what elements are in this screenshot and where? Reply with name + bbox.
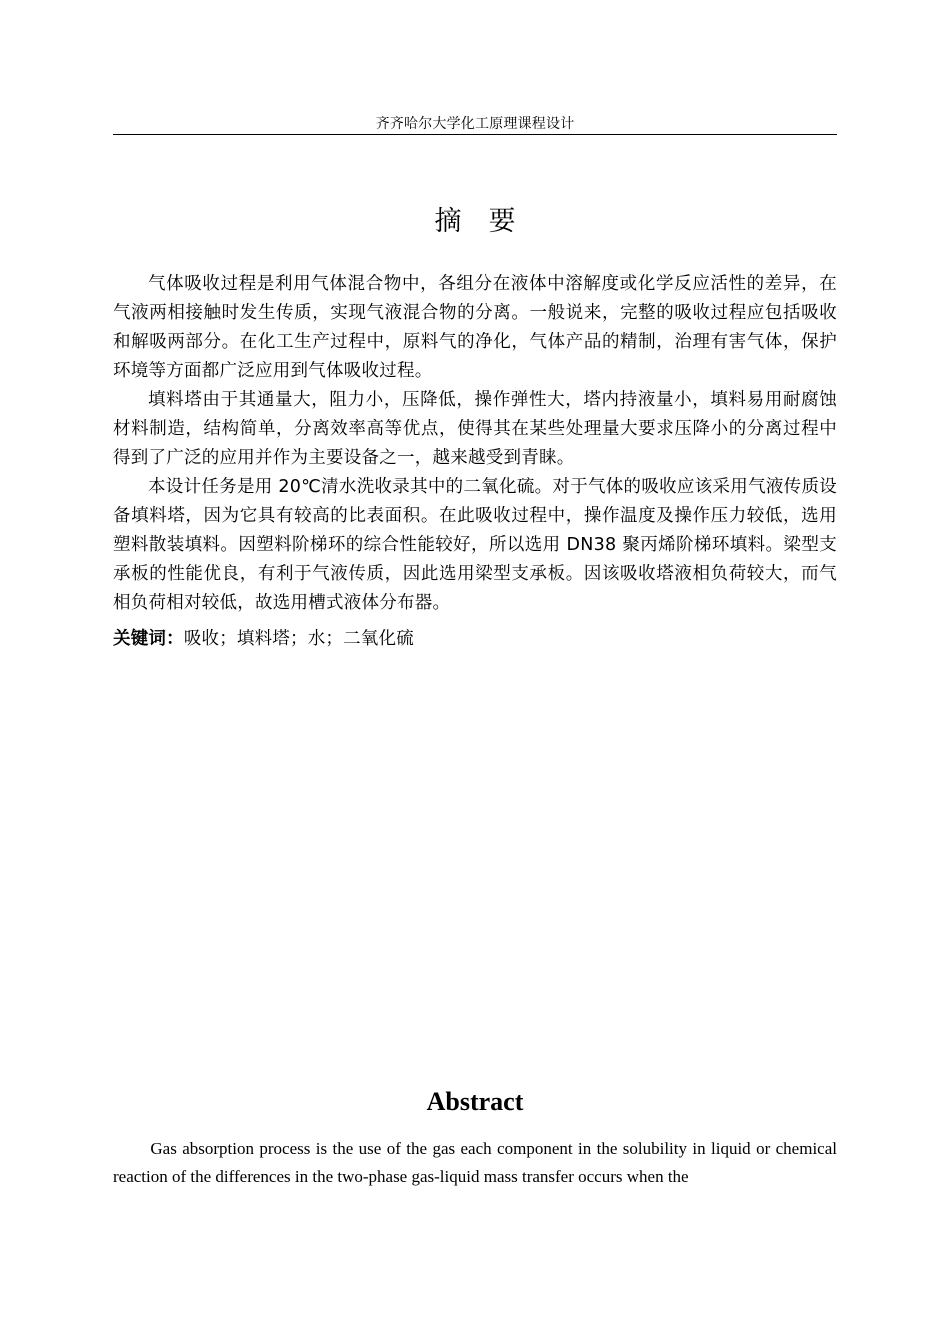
abstract-en-body <box>113 1135 837 1191</box>
abstract-cn-paragraph-1: 气体吸收过程是利用气体混合物中，各组分在液体中溶解度或化学反应活性的差异，在气液两相接触时发生传质，实现气液混合物的分离。一般说来，完整的吸收过程应包括吸收和解吸两部分。在化工生产过程中，原料气的净化，气体产品的精制，治理有害气体，保护环境等方面都广泛应用到气体吸收过程。 <box>113 274 837 381</box>
keywords-line <box>113 625 837 654</box>
page-header-text: 齐齐哈尔大学化工原理课程设计 <box>375 116 575 132</box>
keywords-text: 吸收；填料塔；水；二氧化硫 <box>183 629 414 649</box>
abstract-en-title: Abstract <box>426 1087 524 1116</box>
abstract-cn-body <box>113 270 837 618</box>
keywords-label: 关键词： <box>113 629 184 649</box>
abstract-cn-paragraph-2: 填料塔由于其通量大，阻力小，压降低，操作弹性大，塔内持液量小，填料易用耐腐蚀材料制造，结构简单，分离效率高等优点，使得其在某些处理量大要求压降小的分离过程中得到了广泛的应用并作为主要设备之一，越来越受到青睐。 <box>113 390 837 468</box>
abstract-cn-title: 摘 要 <box>434 206 516 237</box>
abstract-en-paragraph-1: Gas absorption process is the use of the gas each component in the solubility in liquid or chemical reaction of the differences in the two-phase gas-liquid mass transfer occurs when the <box>113 1139 837 1186</box>
abstract-cn-paragraph-3: 本设计任务是用 20℃清水洗收录其中的二氧化硫。对于气体的吸收应该采用气液传质设备填料塔，因为它具有较高的比表面积。在此吸收过程中，操作温度及操作压力较低，选用塑料散装填料。因塑料阶梯环的综合性能较好，所以选用 DN38 聚丙烯阶梯环填料。梁型支承板的性能优良，有利于气液传质，因此选用梁型支承板。因该吸收塔液相负荷较大，而气相负荷相对较低，故选用槽式液体分布器。 <box>113 477 837 613</box>
page-header <box>113 114 837 135</box>
